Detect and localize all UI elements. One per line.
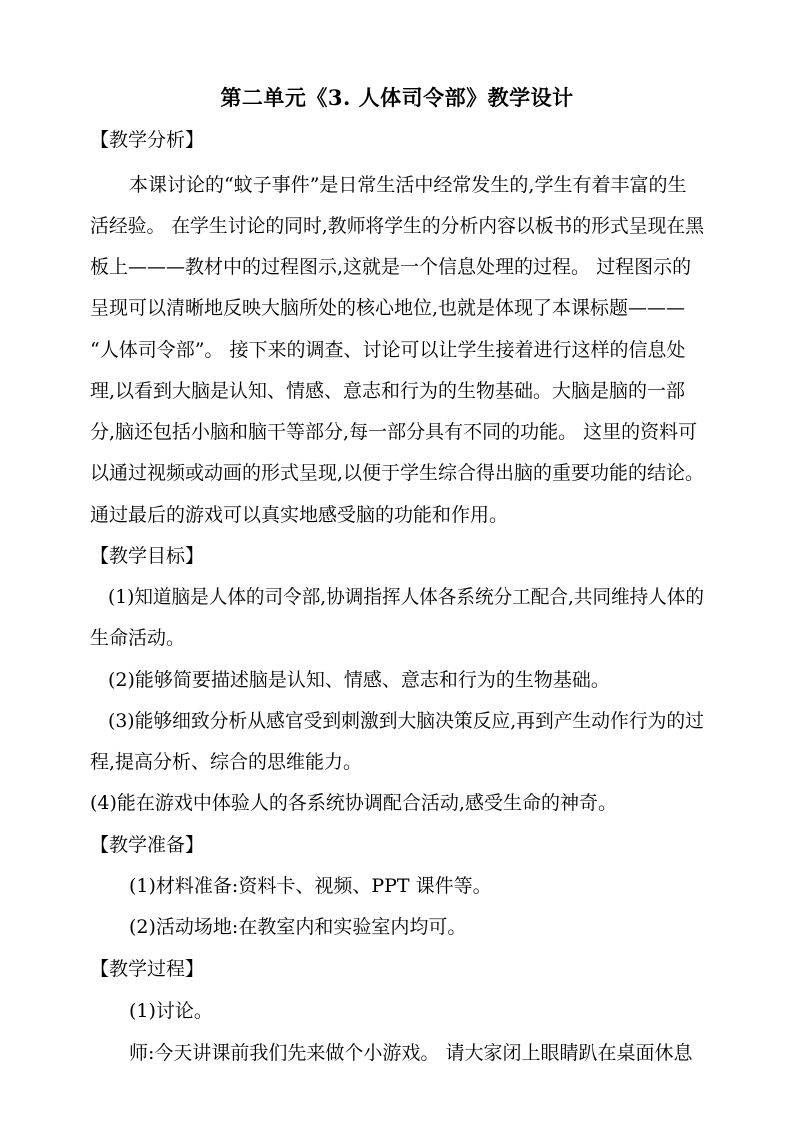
paragraph-line: 本课讨论的“蚊子事件”是日常生活中经常发生的,学生有着丰富的生 xyxy=(129,174,687,196)
objective-item: (3)能够细致分析从感官受到刺激到大脑决策反应,再到产生动作行为的过 xyxy=(108,710,704,732)
preparation-item: (1)材料准备:资料卡、视频、PPT 课件等。 xyxy=(129,875,492,897)
preparation-item: (2)活动场地:在教室内和实验室内均可。 xyxy=(129,916,467,938)
section-heading-objectives: 【教学目标】 xyxy=(90,545,205,567)
document-title: 第二单元《3. 人体司令部》教学设计 xyxy=(220,85,574,110)
objective-item: (2)能够简要描述脑是认知、情感、意志和行为的生物基础。 xyxy=(108,669,610,691)
objective-item-continued: 程,提高分析、综合的思维能力。 xyxy=(90,751,363,773)
paragraph-line: 以通过视频或动画的形式呈现,以便于学生综合得出脑的重要功能的结论。 xyxy=(90,462,705,484)
paragraph-line: 分,脑还包括小脑和脑干等部分,每一部分具有不同的功能。 这里的资料可 xyxy=(90,421,698,443)
objective-item: (1)知道脑是人体的司令部,协调指挥人体各系统分工配合,共同维持人体的 xyxy=(108,586,705,608)
paragraph-line: “人体司令部”。 接下来的调查、讨论可以让学生接着进行这样的信息处 xyxy=(90,339,686,361)
paragraph-line: 活经验。 在学生讨论的同时,教师将学生的分析内容以板书的形式呈现在黑 xyxy=(90,215,705,237)
section-heading-preparation: 【教学准备】 xyxy=(90,834,205,856)
paragraph-line: 板上———教材中的过程图示,这就是一个信息处理的过程。 过程图示的 xyxy=(90,256,692,278)
section-heading-analysis: 【教学分析】 xyxy=(90,129,205,151)
process-item: 师:今天讲课前我们先来做个小游戏。 请大家闭上眼睛趴在桌面休息 xyxy=(129,1042,693,1064)
objective-item: (4)能在游戏中体验人的各系统协调配合活动,感受生命的神奇。 xyxy=(90,792,617,814)
objective-item-continued: 生命活动。 xyxy=(90,627,186,649)
paragraph-line: 通过最后的游戏可以真实地感受脑的功能和作用。 xyxy=(90,504,509,526)
paragraph-line: 理,以看到大脑是认知、情感、意志和行为的生物基础。大脑是脑的一部 xyxy=(90,380,686,402)
paragraph-line: 呈现可以清晰地反映大脑所处的核心地位,也就是体现了本课标题——— xyxy=(90,297,686,319)
section-heading-process: 【教学过程】 xyxy=(90,958,205,980)
process-item: (1)讨论。 xyxy=(129,1000,213,1022)
